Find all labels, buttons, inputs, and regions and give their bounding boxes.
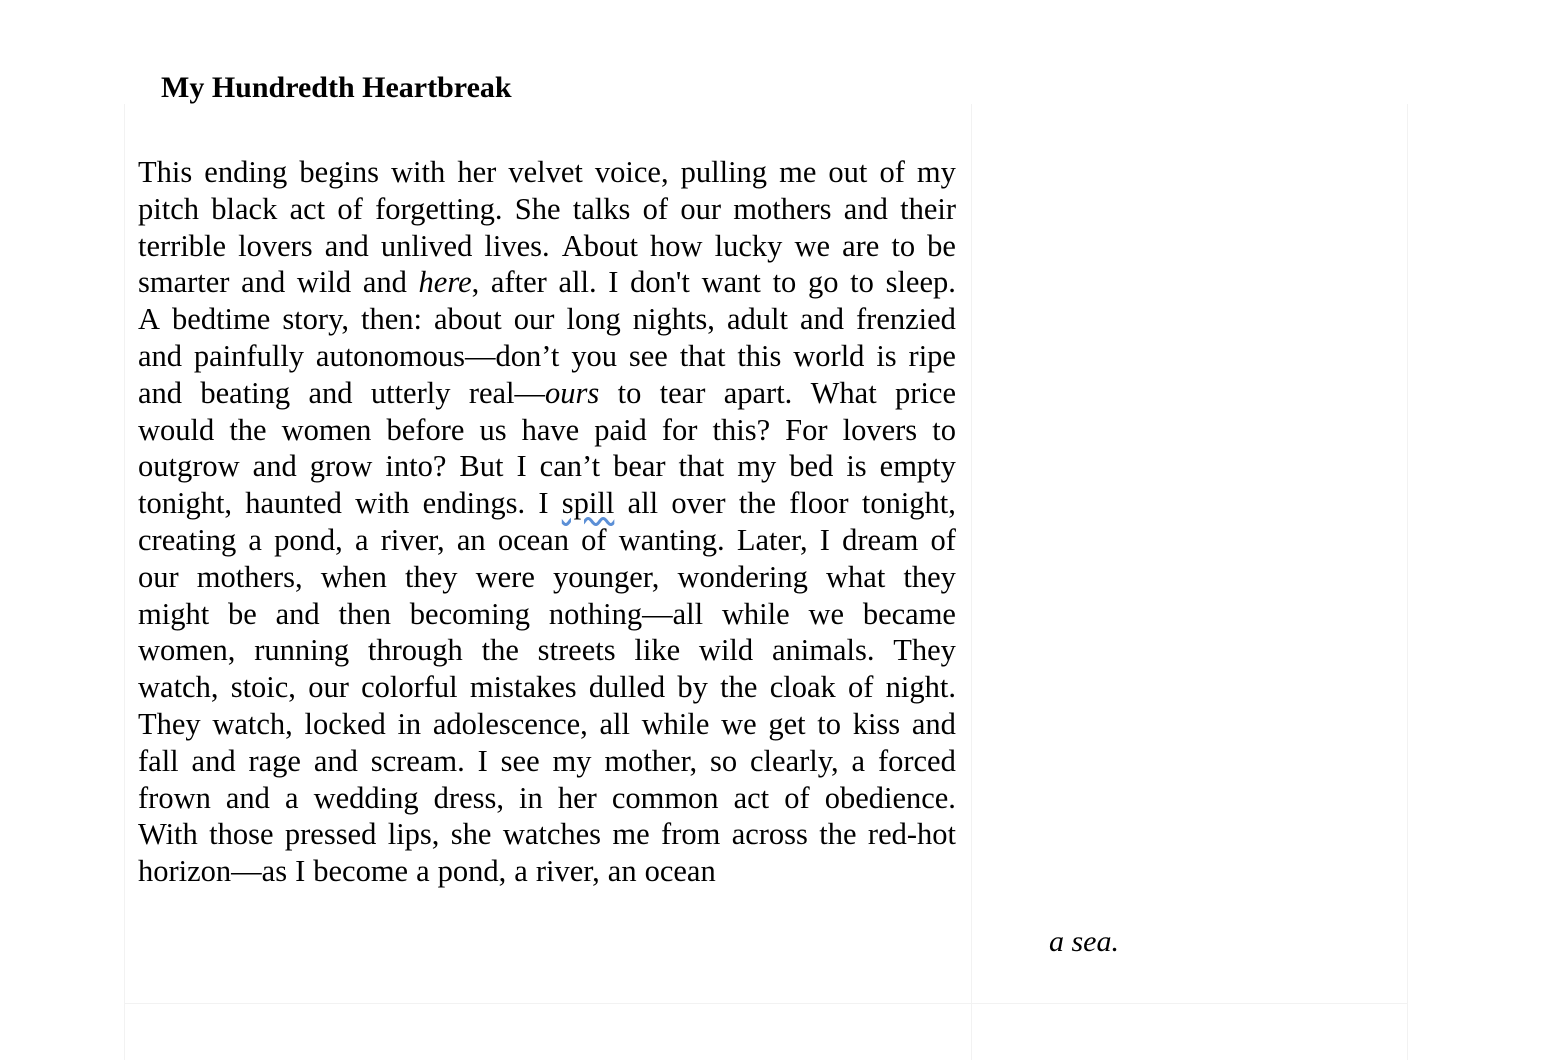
poem-word: would	[138, 412, 215, 447]
poem-word: the	[819, 817, 857, 852]
poem-word: then	[338, 596, 391, 631]
poem-word: locked	[304, 706, 386, 741]
poem-word: But	[459, 449, 504, 484]
poem-word: act	[733, 780, 770, 815]
poem-word: her	[457, 155, 497, 189]
poem-word: were	[475, 559, 535, 594]
poem-word: and	[275, 596, 320, 631]
poem-word: by	[677, 670, 708, 705]
poem-word: a	[248, 522, 262, 557]
poem-word: get	[768, 706, 806, 741]
poem-line	[138, 780, 956, 817]
poem-word: mothers,	[196, 559, 303, 594]
poem-word: my	[916, 155, 956, 189]
poem-word: nights,	[632, 302, 715, 337]
poem-word: our	[680, 191, 721, 226]
poem-word: those	[209, 817, 274, 852]
poem-word: wedding	[313, 780, 419, 815]
poem-word: clearly,	[750, 743, 839, 778]
poem-word: here,	[418, 265, 480, 300]
poem-word: forced	[877, 743, 956, 778]
poem-word: rage	[248, 743, 301, 778]
poem-word: night.	[885, 670, 956, 705]
poem-word: into?	[385, 449, 447, 484]
poem-word: and	[324, 228, 369, 263]
poem-word: beating	[200, 375, 291, 410]
poem-word: bedtime	[172, 302, 271, 337]
poem-word: creating	[138, 522, 237, 557]
poem-word: and	[225, 780, 270, 815]
poem-word: our	[138, 559, 179, 594]
poem-line	[138, 301, 956, 338]
poem-word: I	[819, 522, 830, 557]
poem-word: ocean	[644, 854, 716, 889]
poem-word: can’t	[539, 449, 601, 484]
poem-word: and	[799, 302, 844, 337]
poem-word: with	[355, 486, 410, 521]
poem-word: of	[879, 155, 905, 189]
poem-word: then:	[360, 302, 422, 337]
poem-word: A	[138, 302, 161, 337]
poem-word: they	[903, 559, 956, 594]
poem-word: and	[843, 191, 888, 226]
poem-word: river,	[380, 522, 445, 557]
poem-word: me	[612, 817, 650, 852]
poem-word: For	[785, 412, 828, 447]
poem-word: ocean	[497, 522, 569, 557]
poem-word: nothing—all	[548, 596, 704, 631]
poem-word: She	[514, 191, 561, 226]
poem-line	[138, 706, 956, 743]
poem-word: horizon—as	[138, 854, 288, 889]
poem-word: our	[513, 302, 555, 337]
poem-word: pressed	[284, 817, 377, 852]
poem-word: bear	[613, 449, 666, 484]
poem-word: watch,	[138, 670, 219, 705]
poem-word: dress,	[433, 780, 504, 815]
poem-word: wondering	[677, 559, 808, 594]
poem-word: act	[289, 191, 326, 226]
poem-line	[138, 485, 956, 522]
poem-word: this?	[712, 412, 771, 447]
poem-word: be	[927, 228, 956, 263]
table-gridline	[971, 104, 972, 1060]
poem-word: a	[851, 743, 866, 778]
poem-word: animals.	[771, 633, 875, 668]
poem-word: streets	[537, 633, 616, 668]
poem-word: I	[608, 265, 619, 300]
table-gridline	[1407, 104, 1408, 1060]
poem-word	[562, 485, 615, 522]
poem-word: With	[138, 817, 198, 852]
poem-word: world	[793, 338, 865, 373]
poem-word: grow	[309, 449, 373, 484]
poem-word: ripe	[908, 338, 956, 373]
poem-word: red-hot	[867, 817, 956, 852]
poem-word: stoic,	[230, 670, 296, 705]
poem-word: black	[211, 191, 278, 226]
poem-word: I	[538, 486, 549, 521]
poem-word: tear	[659, 375, 706, 410]
poem-coda: a sea.	[1049, 925, 1119, 958]
poem-word: fall	[138, 743, 179, 778]
poem-word: watch,	[212, 706, 293, 741]
poem-word: so	[710, 743, 738, 778]
poem-word: ending	[204, 155, 288, 189]
poem-word: I	[477, 743, 488, 778]
poem-word: my	[737, 449, 777, 484]
poem-word: wild	[698, 633, 754, 668]
poem-word: are	[842, 228, 880, 263]
poem-word: to	[891, 228, 916, 263]
poem-word: terrible	[138, 228, 227, 263]
poem-word: river,	[535, 854, 600, 889]
poem-word: becoming	[409, 596, 531, 631]
document-title: My Hundredth Heartbreak	[161, 71, 512, 104]
poem-word: pond,	[274, 522, 343, 557]
poem-word: the	[738, 486, 777, 521]
poem-word: story,	[282, 302, 349, 337]
poem-word: might	[138, 596, 210, 631]
poem-word: out	[828, 155, 868, 189]
table-gridline	[124, 104, 125, 1060]
poem-line	[138, 853, 956, 890]
poem-word: be	[227, 596, 257, 631]
poem-word: About	[561, 228, 638, 263]
poem-word: pitch	[138, 191, 199, 226]
poem-word: empty	[879, 449, 956, 484]
poem-word: and	[241, 265, 286, 300]
poem-word: bed	[789, 449, 834, 484]
poem-word: to	[772, 265, 797, 300]
poem-word: to	[617, 375, 642, 410]
poem-word: frenzied	[856, 302, 956, 337]
poem-word: after	[490, 265, 547, 300]
poem-word: she	[450, 817, 492, 852]
poem-line	[138, 743, 956, 780]
poem-word: is	[876, 338, 897, 373]
poem-word: watches	[502, 817, 602, 852]
poem-line	[138, 522, 956, 559]
poem-word: when	[320, 559, 387, 594]
poem-word: lips,	[387, 817, 440, 852]
poem-word: we	[721, 706, 757, 741]
table-gridline	[124, 1003, 1408, 1004]
poem-word: lives.	[484, 228, 550, 263]
poem-word: I	[516, 449, 527, 484]
poem-word: of	[848, 670, 874, 705]
poem-word: unlived	[380, 228, 473, 263]
poem-word: a	[416, 854, 430, 889]
poem-line	[138, 632, 956, 669]
poem-word: This	[138, 155, 193, 189]
poem-word: long	[566, 302, 621, 337]
poem-word: of	[642, 191, 669, 226]
poem-word: and	[138, 338, 183, 373]
poem-word: younger,	[552, 559, 660, 594]
poem-word: velvet	[508, 155, 583, 189]
poem-word: pulling	[680, 155, 768, 189]
poem-word: an	[456, 522, 486, 557]
poem-word: price	[895, 375, 956, 410]
poem-word: and	[191, 743, 236, 778]
poem-word: autonomous—don’t	[315, 338, 560, 373]
poem-word: endings.	[422, 486, 526, 521]
poem-word: adult	[726, 302, 788, 337]
poem-word: begins	[299, 155, 379, 189]
poem-line	[138, 375, 956, 412]
poem-word: a	[284, 780, 299, 815]
poem-word: dream	[842, 522, 919, 557]
spellcheck-word[interactable]: spill	[561, 486, 615, 521]
poem-word: across	[731, 817, 808, 852]
poem-line	[138, 816, 956, 853]
poem-word: about	[434, 302, 502, 337]
poem-word: all	[599, 706, 630, 741]
poem-word: how	[650, 228, 703, 263]
poem-word: my	[552, 743, 592, 778]
poem-word: frown	[138, 780, 211, 815]
poem-word: apart.	[723, 375, 793, 410]
poem-word: her	[557, 780, 597, 815]
poem-word: they	[404, 559, 458, 594]
poem-word: running	[254, 633, 350, 668]
poem-word: this	[737, 338, 782, 373]
poem-word: a	[514, 854, 528, 889]
poem-word: is	[846, 449, 867, 484]
poem-word: and	[308, 375, 353, 410]
poem-word: smarter	[138, 265, 230, 300]
poem-word: adolescence,	[432, 706, 588, 741]
poem-word: in	[397, 706, 422, 741]
poem-word: our	[308, 670, 349, 705]
poem-word: and	[362, 265, 407, 300]
poem-word: the	[720, 670, 758, 705]
poem-word: tonight,	[861, 486, 956, 521]
poem-word: real—ours	[468, 375, 600, 410]
poem-word: the	[229, 412, 267, 447]
poem-word: obedience.	[824, 780, 956, 815]
poem-word: sleep.	[885, 265, 956, 300]
poem-word: to	[850, 265, 874, 300]
poem-word: kiss	[852, 706, 901, 741]
poem-word: of	[930, 522, 956, 557]
poem-word: their	[900, 191, 956, 226]
poem-word: and	[252, 449, 297, 484]
poem-word: to	[817, 706, 842, 741]
poem-word: cloak	[769, 670, 836, 705]
poem-word: have	[521, 412, 580, 447]
poem-word: lovers	[238, 228, 313, 263]
poem-line	[138, 559, 956, 596]
poem-word: Later,	[736, 522, 808, 557]
poem-word: and	[313, 743, 358, 778]
poem-word: to	[932, 412, 956, 447]
poem-word: lucky	[714, 228, 783, 263]
poem-word: over	[671, 486, 726, 521]
poem-word: They	[893, 633, 956, 668]
poem-word: tonight,	[138, 486, 233, 521]
poem-word: before	[386, 412, 465, 447]
poem-word: a	[354, 522, 369, 557]
poem-word: mistakes	[469, 670, 577, 705]
poem-word: while	[641, 706, 710, 741]
poem-word: of	[784, 780, 810, 815]
poem-word: us	[479, 412, 507, 447]
poem-word: mother,	[604, 743, 698, 778]
poem-word: all.	[558, 265, 597, 300]
poem-word: like	[634, 633, 681, 668]
poem-word: with	[391, 155, 446, 189]
poem-word: see	[500, 743, 540, 778]
poem-line	[138, 338, 956, 375]
poem-word: we	[808, 596, 845, 631]
poem-word: I	[295, 854, 306, 889]
poem-word: colorful	[361, 670, 458, 705]
poem-word: outgrow	[138, 449, 240, 484]
poem-word: What	[810, 375, 877, 410]
poem-line	[138, 228, 956, 265]
poem-word: dulled	[588, 670, 666, 705]
poem-word: see	[628, 338, 668, 373]
poem-word: for	[661, 412, 698, 447]
poem-word: women	[281, 412, 372, 447]
poem-word: paid	[594, 412, 647, 447]
poem-word: wanting.	[618, 522, 725, 557]
poem-line	[138, 669, 956, 706]
poem-word: forgetting.	[375, 191, 503, 226]
poem-word: talks	[572, 191, 631, 226]
poem-word: we	[794, 228, 831, 263]
poem-body[interactable]	[138, 154, 956, 890]
poem-word: women,	[138, 633, 236, 668]
poem-word: that	[678, 449, 725, 484]
poem-word: mothers	[733, 191, 832, 226]
poem-word: haunted	[245, 486, 342, 521]
poem-line	[138, 154, 956, 191]
poem-word: common	[611, 780, 719, 815]
poem-word: me	[779, 155, 817, 189]
poem-word: that	[679, 338, 726, 373]
poem-word: lovers	[842, 412, 918, 447]
poem-word: from	[661, 817, 721, 852]
poem-line	[138, 264, 956, 301]
poem-word: pond,	[437, 854, 507, 889]
poem-word: of	[581, 522, 607, 557]
poem-word: painfully	[193, 338, 305, 373]
poem-word: want	[701, 265, 761, 300]
poem-word: of	[337, 191, 363, 226]
poem-word: you	[571, 338, 617, 373]
poem-line	[138, 412, 956, 449]
poem-word: all	[627, 486, 659, 521]
poem-line	[138, 448, 956, 485]
poem-word: through	[367, 633, 463, 668]
poem-word: don't	[630, 265, 690, 300]
poem-word: became	[862, 596, 956, 631]
poem-word: floor	[789, 486, 849, 521]
poem-word: They	[138, 706, 201, 741]
poem-line	[138, 191, 956, 228]
poem-word: and	[911, 706, 956, 741]
poem-word: while	[721, 596, 790, 631]
poem-word: voice,	[594, 155, 669, 189]
poem-word: wild	[296, 265, 352, 300]
poem-word: and	[138, 375, 183, 410]
poem-word: utterly	[370, 375, 451, 410]
poem-word: go	[807, 265, 839, 300]
poem-word: an	[607, 854, 637, 889]
poem-word: become	[313, 854, 409, 889]
poem-word: scream.	[370, 743, 465, 778]
poem-line	[138, 596, 956, 633]
poem-word: in	[519, 780, 543, 815]
poem-word: what	[826, 559, 886, 594]
poem-word: the	[481, 633, 519, 668]
